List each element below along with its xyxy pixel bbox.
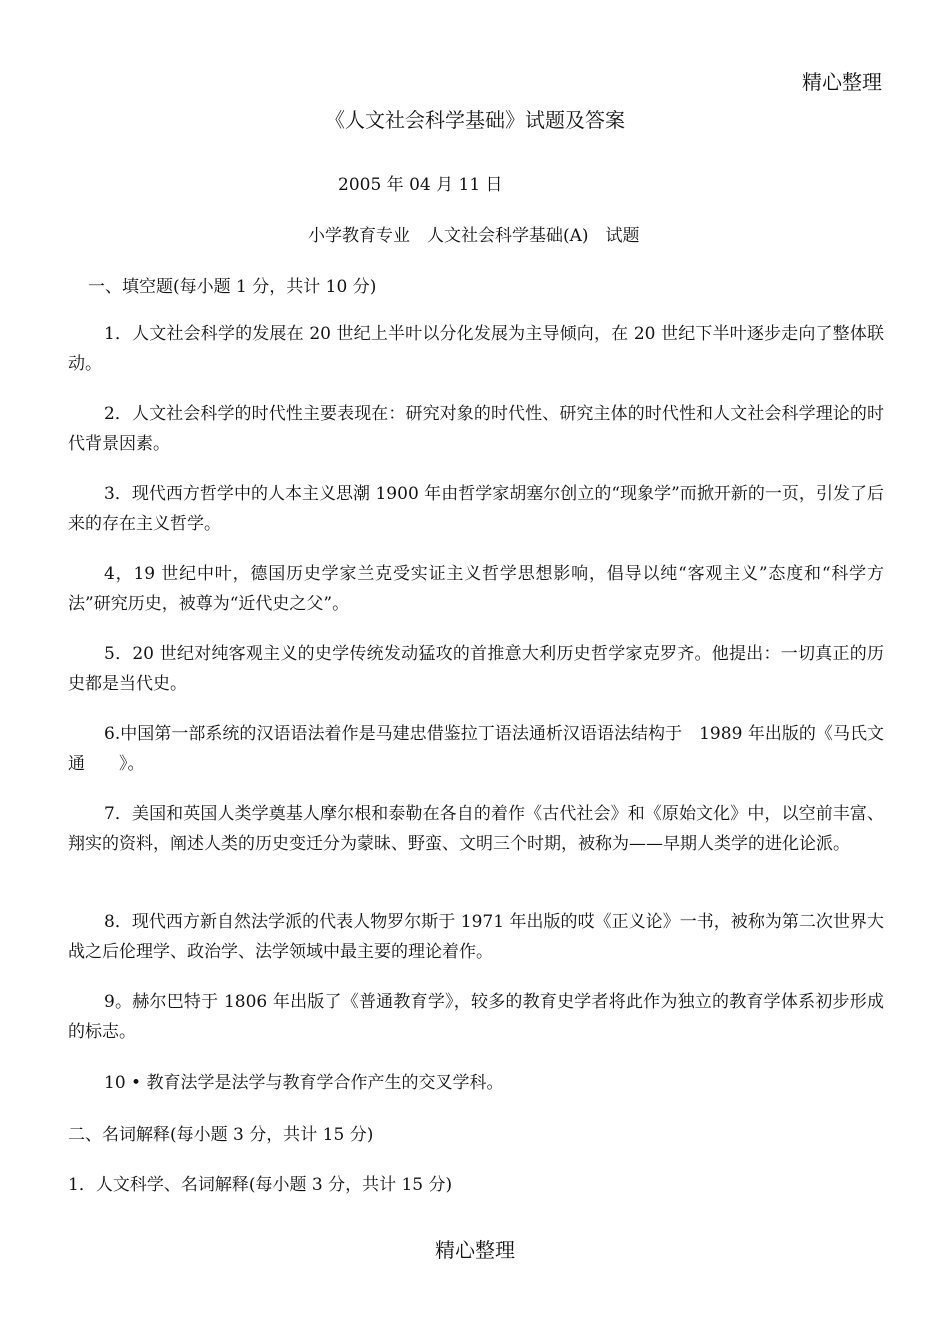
- question-item: 1．人文社会科学的发展在 20 世纪上半叶以分化发展为主导倾向，在 20 世纪下半叶逐步走向了整体联动。: [68, 324, 884, 374]
- exam-subtitle: 小学教育专业 人文社会科学基础(A) 试题: [308, 226, 640, 246]
- question-item: 7．美国和英国人类学奠基人摩尔根和泰勒在各自的着作《古代社会》和《原始文化》中，以空前丰富、翔实的资料，阐述人类的历史变迁分为蒙昧、野蛮、文明三个时期，被称为——早期人类学的进化论派。: [68, 804, 884, 854]
- question-item: 9。赫尔巴特于 1806 年出版了《普通教育学》，较多的教育史学者将此作为独立的教育学体系初步形成的标志。: [68, 992, 884, 1042]
- question-item: 3．现代西方哲学中的人本主义思潮 1900 年由哲学家胡塞尔创立的“现象学”而掀开新的一页，引发了后来的存在主义哲学。: [68, 484, 884, 534]
- page-header: 精心整理: [802, 70, 882, 94]
- question-item: 4，19 世纪中叶，德国历史学家兰克受实证主义哲学思想影响，倡导以纯“客观主义”态度和“科学方法”研究历史，被尊为“近代史之父”。: [68, 564, 884, 614]
- question-item: 8．现代西方新自然法学派的代表人物罗尔斯于 1971 年出版的哎《正义论》一书，被称为第二次世界大战之后伦理学、政治学、法学领域中最主要的理论着作。: [68, 912, 884, 962]
- page-footer: 精心整理: [435, 1238, 515, 1262]
- document-title: 《人文社会科学基础》试题及答案: [325, 108, 625, 132]
- document-date: 2005 年 04 月 11 日: [338, 175, 503, 195]
- question-item: 5．20 世纪对纯客观主义的史学传统发动猛攻的首推意大利历史哲学家克罗齐。他提出：一切真正的历史都是当代史。: [68, 644, 884, 694]
- section-heading-fill-in: 一、填空题(每小题 1 分，共计 10 分): [88, 277, 377, 297]
- question-item: 10 • 教育法学是法学与教育学合作产生的交叉学科。: [104, 1073, 504, 1093]
- question-item: 2．人文社会科学的时代性主要表现在：研究对象的时代性、研究主体的时代性和人文社会科学理论的时代背景因素。: [68, 404, 884, 454]
- section-heading-definitions: 二、名词解释(每小题 3 分，共计 15 分): [68, 1125, 374, 1145]
- definition-item: 1．人文科学、名词解释(每小题 3 分，共计 15 分): [68, 1175, 453, 1195]
- question-item: 6.中国第一部系统的汉语语法着作是马建忠借鉴拉丁语法通析汉语语法结构于 1989 年出版的《马氏文通 》。: [68, 724, 884, 774]
